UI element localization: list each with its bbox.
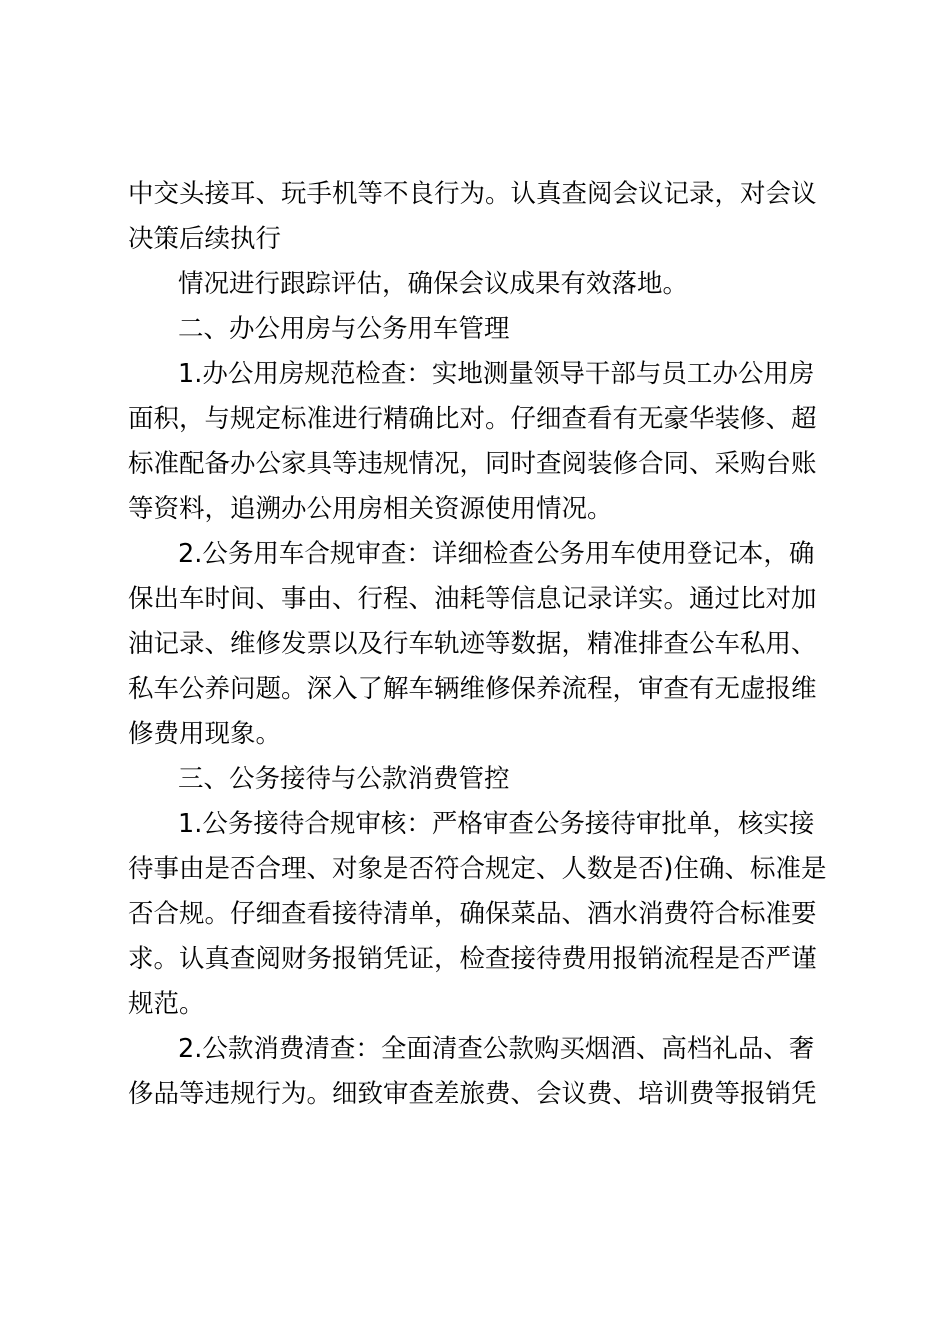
text-line: 情况进行跟踪评估，确保会议成果有效落地。 [178, 269, 689, 299]
text-line: 决策后续执行 [128, 224, 282, 254]
text-line: 2.公款消费清查：全面清查公款购买烟酒、高档礼品、奢 [178, 1034, 815, 1064]
text-line: 修费用现象。 [128, 719, 282, 749]
section-heading: 三、公务接待与公款消费管控 [178, 764, 510, 794]
text-line: 保出车时间、事由、行程、油耗等信息记录详实。通过比对加 [128, 584, 817, 614]
text-line: 2.公务用车合规审查：详细检查公务用车使用登记本，确 [178, 539, 815, 569]
text-line: 标准配备办公家具等违规情况，同时查阅装修合同、采购台账 [128, 449, 817, 479]
text-line: 私车公养问题。深入了解车辆维修保养流程，审查有无虚报维 [128, 674, 817, 704]
text-line: 等资料，追溯办公用房相关资源使用情况。 [128, 494, 613, 524]
text-line: 1.办公用房规范检查：实地测量领导干部与员工办公用房 [178, 359, 815, 389]
text-line: 油记录、维修发票以及行车轨迹等数据，精准排查公车私用、 [128, 629, 817, 659]
text-line: 面积，与规定标准进行精确比对。仔细查看有无豪华装修、超 [128, 404, 817, 434]
text-line: 规范。 [128, 989, 205, 1019]
text-line: 待事由是否合理、对象是否符合规定、人数是否)住确、标准是 [128, 854, 827, 884]
text-line: 1.公务接待合规审核：严格审查公务接待审批单，核实接 [178, 809, 815, 839]
section-heading: 二、办公用房与公务用车管理 [178, 314, 510, 344]
text-line: 侈品等违规行为。细致审查差旅费、会议费、培训费等报销凭 [128, 1079, 817, 1109]
text-line: 求。认真查阅财务报销凭证，检查接待费用报销流程是否严谨 [128, 944, 817, 974]
text-line: 中交头接耳、玩手机等不良行为。认真查阅会议记录，对会议 [128, 179, 817, 209]
text-line: 否合规。仔细查看接待清单，确保菜品、酒水消费符合标准要 [128, 899, 817, 929]
